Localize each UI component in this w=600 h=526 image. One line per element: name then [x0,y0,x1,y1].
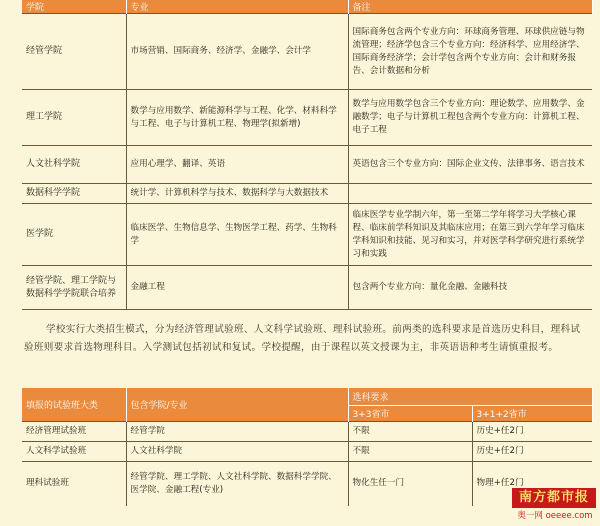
header-class: 填报的试验班大类 [22,388,126,422]
note-cell: 英语包含三个专业方向：国际企业文传、法律事务、语言技术 [348,146,592,184]
note-cell: 包含两个专业方向：量化金融、金融科技 [348,266,592,310]
header-subject-req: 选科要求 [348,388,592,406]
class-cell: 人文科学试验班 [22,442,126,462]
classes-table-header [22,388,592,406]
college-cell: 数据科学学院 [22,184,126,204]
table-row [22,442,592,462]
college-cell: 理工学院 [22,90,126,146]
colleges-table-header [22,0,592,14]
table-row [22,204,592,266]
majors-cell: 统计学、计算机科学与技术、数据科学与大数据技术 [126,184,348,204]
college-cell: 经管学院、理工学院与数据科学学院联合培养 [22,266,126,310]
table-row [22,422,592,442]
header-major: 专业 [126,0,348,14]
classes-table [22,388,593,506]
class-cell: 理科试验班 [22,462,126,506]
req-312-cell: 历史+任2门 [472,422,592,442]
colleges-table [22,0,593,310]
header-college-major: 包含学院/专业 [126,388,348,422]
college-cell: 医学院 [22,204,126,266]
table-row [22,462,592,506]
college-cell: 经管学院 [22,14,126,90]
req-33-cell: 不限 [348,422,472,442]
header-3plus1plus2: 3+1+2省市 [472,406,592,422]
header-3plus3: 3+3省市 [348,406,472,422]
req-312-cell: 物理+任2门 [472,462,592,506]
college-major-cell: 人文社科学院 [126,442,348,462]
newspaper-logo: 南方都市报 [512,488,596,508]
majors-cell: 临床医学、生物信息学、生物医学工程、药学、生物科学 [126,204,348,266]
table-row [22,146,592,184]
college-major-cell: 经管学院、理工学院、人文社科学院、数据科学学院、医学院、金融工程(专业) [126,462,348,506]
req-33-cell: 物化生任一门 [348,462,472,506]
majors-cell: 市场营销、国际商务、经济学、金融学、会计学 [126,14,348,90]
note-cell: 数学与应用数学包含三个专业方向：理论数学、应用数学、金融数学；电子与计算机工程包含两个专业方向：计算机工程、电子工程 [348,90,592,146]
header-college: 学院 [22,0,126,14]
req-312-cell: 历史+任2门 [472,442,592,462]
req-33-cell: 不限 [348,442,472,462]
college-major-cell: 经管学院 [126,422,348,442]
note-cell: 国际商务包含两个专业方向：环球商务管理、环球供应链与物流管理；经济学包含三个专业方向：经济科学、应用经济学、国际商务经济学；会计学包含两个专业方向：会计和财务报告、会计数据和分析 [348,14,592,90]
table-row [22,184,592,204]
website-watermark: 奥一网 oeeee.com [517,511,593,521]
college-cell: 人文社科学院 [22,146,126,184]
majors-cell: 金融工程 [126,266,348,310]
table-row [22,14,592,90]
table-row [22,266,592,310]
note-cell [348,184,592,204]
majors-cell: 应用心理学、翻译、英语 [126,146,348,184]
table-row [22,90,592,146]
class-cell: 经济管理试验班 [22,422,126,442]
header-note: 备注 [348,0,592,14]
admission-paragraph: 学校实行大类招生模式，分为经济管理试验班、人文科学试验班、理科试验班。前两类的选科要求是首选历史科目，理科试验班则要求首选物理科目。入学测试包括初试和复试。学校提醒，由于课程以英文授课为主，非英语语种考生请慎重报考。 [24,324,581,353]
note-cell: 临床医学专业学制六年，第一至第二学年将学习大学核心课程、临床前学科知识及其临床应用；在第三到六学年学习临床学科知识和技能、见习和实习，并对医学科学研究进行系统学习和实践 [348,204,592,266]
majors-cell: 数学与应用数学、新能源科学与工程、化学、材料科学与工程、电子与计算机工程、物理学(拟新增) [126,90,348,146]
